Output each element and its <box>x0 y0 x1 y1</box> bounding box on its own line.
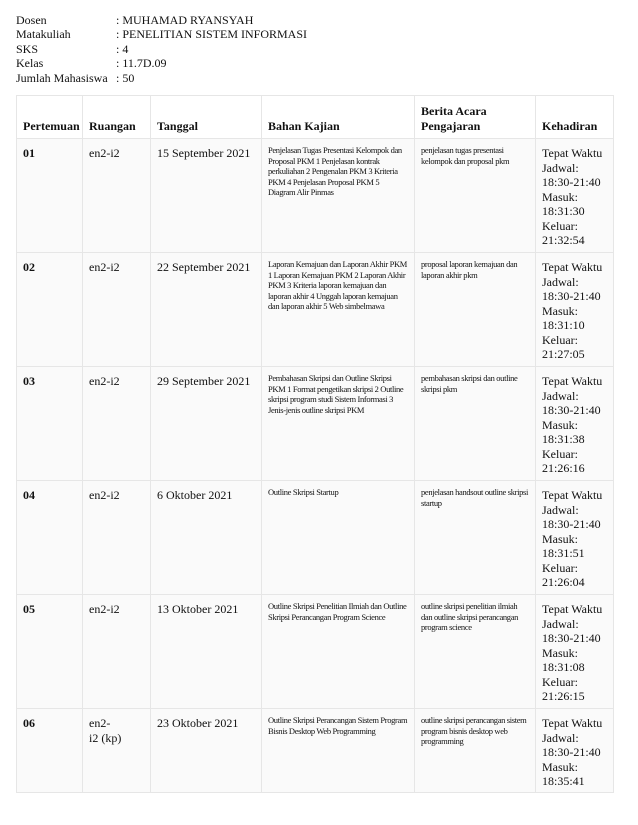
attendance-status: Tepat Waktu Jadwal: 18:30-21:40 Masuk: 18:31:10 Keluar: 21:27:05 <box>536 253 614 367</box>
table-row <box>17 709 614 793</box>
room: en2-i2 <box>83 481 151 595</box>
header-tanggal: Tanggal <box>151 96 262 139</box>
table-header-row <box>17 96 614 139</box>
teaching-report: pembahasan skripsi dan outline skripsi pkm <box>415 367 536 481</box>
dosen-label: Dosen <box>16 13 47 27</box>
teaching-report: outline skripsi penelitian ilmiah dan outline skripsi perancangan program science <box>415 595 536 709</box>
teaching-report: penjelasan tugas presentasi kelompok dan proposal pkm <box>415 139 536 253</box>
sks-value: : 4 <box>116 41 129 56</box>
teaching-report: proposal laporan kemajuan dan laporan akhir pkm <box>415 253 536 367</box>
meeting-number: 01 <box>17 139 83 253</box>
attendance-section <box>16 95 613 793</box>
date: 22 September 2021 <box>151 253 262 367</box>
attendance-status: Tepat Waktu Jadwal: 18:30-21:40 Masuk: 18:31:08 Keluar: 21:26:15 <box>536 595 614 709</box>
room: en2- i2 (kp) <box>83 709 151 793</box>
room: en2-i2 <box>83 139 151 253</box>
info-row-sks <box>16 42 307 56</box>
study-material: Outline Skripsi Startup <box>262 481 415 595</box>
attendance-status: Tepat Waktu Jadwal: 18:30-21:40 Masuk: 18:31:51 Keluar: 21:26:04 <box>536 481 614 595</box>
attendance-status: Tepat Waktu Jadwal: 18:30-21:40 Masuk: 18:31:30 Keluar: 21:32:54 <box>536 139 614 253</box>
date: 23 Oktober 2021 <box>151 709 262 793</box>
date: 6 Oktober 2021 <box>151 481 262 595</box>
jumlah-mahasiswa-value: : 50 <box>116 70 135 85</box>
header-pertemuan: Pertemuan <box>17 96 83 139</box>
matakuliah-value: : PENELITIAN SISTEM INFORMASI <box>116 27 308 42</box>
meeting-number: 04 <box>17 481 83 595</box>
meeting-number: 03 <box>17 367 83 481</box>
room: en2-i2 <box>83 253 151 367</box>
header-bahan-kajian: Bahan Kajian <box>262 96 415 139</box>
header-berita-acara: Berita Acara Pengajaran <box>415 96 536 139</box>
table-row <box>17 139 614 253</box>
table-row <box>17 595 614 709</box>
room: en2-i2 <box>83 595 151 709</box>
attendance-status: Tepat Waktu Jadwal: 18:30-21:40 Masuk: 18:31:38 Keluar: 21:26:16 <box>536 367 614 481</box>
table-row <box>17 253 614 367</box>
dosen-value: : MUHAMAD RYANSYAH <box>116 13 254 27</box>
date: 13 Oktober 2021 <box>151 595 262 709</box>
teaching-report: outline skripsi perancangan sistem program bisnis desktop web programming <box>415 709 536 793</box>
info-row-jumlah-mahasiswa <box>16 71 307 85</box>
date: 29 September 2021 <box>151 367 262 481</box>
matakuliah-label: Matakuliah <box>16 27 71 42</box>
sks-label: SKS <box>16 41 39 56</box>
meeting-number: 02 <box>17 253 83 367</box>
attendance-table <box>16 95 614 793</box>
meeting-number: 06 <box>17 709 83 793</box>
info-row-dosen <box>16 13 307 27</box>
attendance-status: Tepat Waktu Jadwal: 18:30-21:40 Masuk: 18:35:41 <box>536 709 614 793</box>
room: en2-i2 <box>83 367 151 481</box>
jumlah-mahasiswa-label: Jumlah Mahasiswa <box>16 70 108 85</box>
date: 15 September 2021 <box>151 139 262 253</box>
study-material: Laporan Kemajuan dan Laporan Akhir PKM 1 Laporan Kemajuan PKM 2 Laporan Akhir PKM 3 Kriteria laporan kemajuan dan laporan akhir 4 Unggah laporan kemajuan dan laporan akhir 5 Web simbelmawa <box>262 253 415 367</box>
kelas-value: : 11.7D.09 <box>116 56 167 71</box>
teaching-report: penjelasan handsout outline skripsi startup <box>415 481 536 595</box>
course-info-table <box>16 13 307 85</box>
table-row <box>17 367 614 481</box>
study-material: Outline Skripsi Penelitian Ilmiah dan Outline Skripsi Perancangan Program Science <box>262 595 415 709</box>
info-row-kelas <box>16 56 307 70</box>
study-material: Outline Skripsi Perancangan Sistem Program Bisnis Desktop Web Programming <box>262 709 415 793</box>
header-kehadiran: Kehadiran <box>536 96 614 139</box>
study-material: Penjelasan Tugas Presentasi Kelompok dan Proposal PKM 1 Penjelasan kontrak perkuliahan 2 Pengenalan PKM 3 Kriteria PKM 4 Penjelasan Proposal PKM 5 Diagram Alir Pinmas <box>262 139 415 253</box>
info-row-matakuliah <box>16 27 307 41</box>
study-material: Pembahasan Skripsi dan Outline Skripsi PKM 1 Format pengetikan skripsi 2 Outline skripsi program studi Sistem Informasi 3 Jenis-jenis outline skripsi PKM <box>262 367 415 481</box>
course-info <box>16 13 307 85</box>
table-row <box>17 481 614 595</box>
meeting-number: 05 <box>17 595 83 709</box>
header-ruangan: Ruangan <box>83 96 151 139</box>
kelas-label: Kelas <box>16 56 44 71</box>
